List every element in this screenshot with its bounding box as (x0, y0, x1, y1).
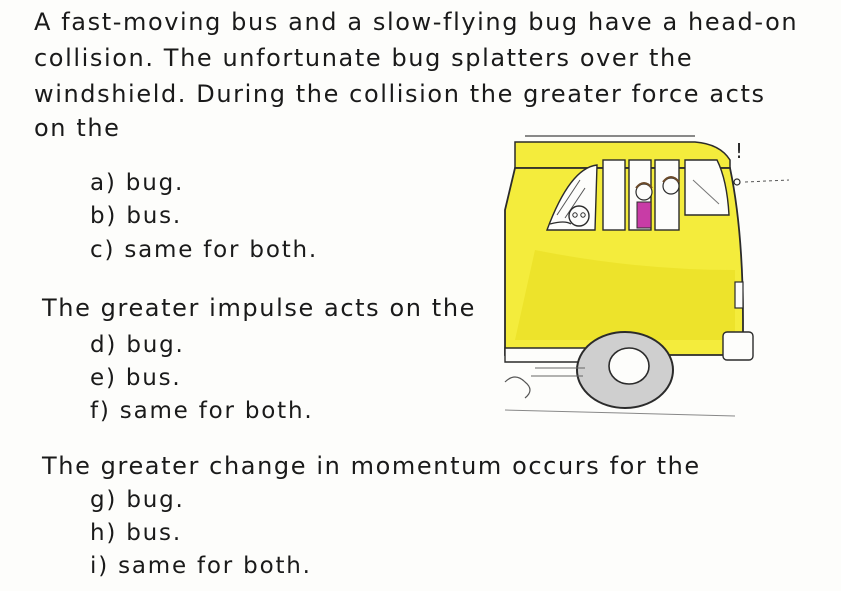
option-f: f) same for both. (90, 398, 314, 424)
bus-illustration (495, 120, 795, 430)
question-text-line-2: collision. The unfortunate bug splatters over the (34, 44, 694, 72)
driver-face (569, 206, 589, 226)
option-g: g) bug. (90, 487, 185, 513)
option-i: i) same for both. (90, 553, 312, 579)
question-text-line-4: on the (34, 114, 121, 142)
svg-text:!: ! (735, 139, 744, 163)
question-text-line-3: windshield. During the collision the greater force acts (34, 80, 766, 108)
option-b: b) bus. (90, 203, 182, 229)
question-text-line-1: A fast-moving bus and a slow-flying bug have a head-on (34, 8, 799, 36)
question-3-prompt: The greater change in momentum occurs for the (42, 452, 701, 480)
option-d: d) bug. (90, 332, 185, 358)
bus-window-4 (655, 160, 679, 230)
bug-icon (734, 179, 740, 185)
option-c: c) same for both. (90, 237, 319, 263)
bus-window-2 (603, 160, 625, 230)
passenger-shirt (637, 202, 651, 228)
question-2-prompt: The greater impulse acts on the (42, 294, 476, 322)
option-e: e) bus. (90, 365, 182, 391)
option-a: a) bug. (90, 170, 185, 196)
option-h: h) bus. (90, 520, 182, 546)
